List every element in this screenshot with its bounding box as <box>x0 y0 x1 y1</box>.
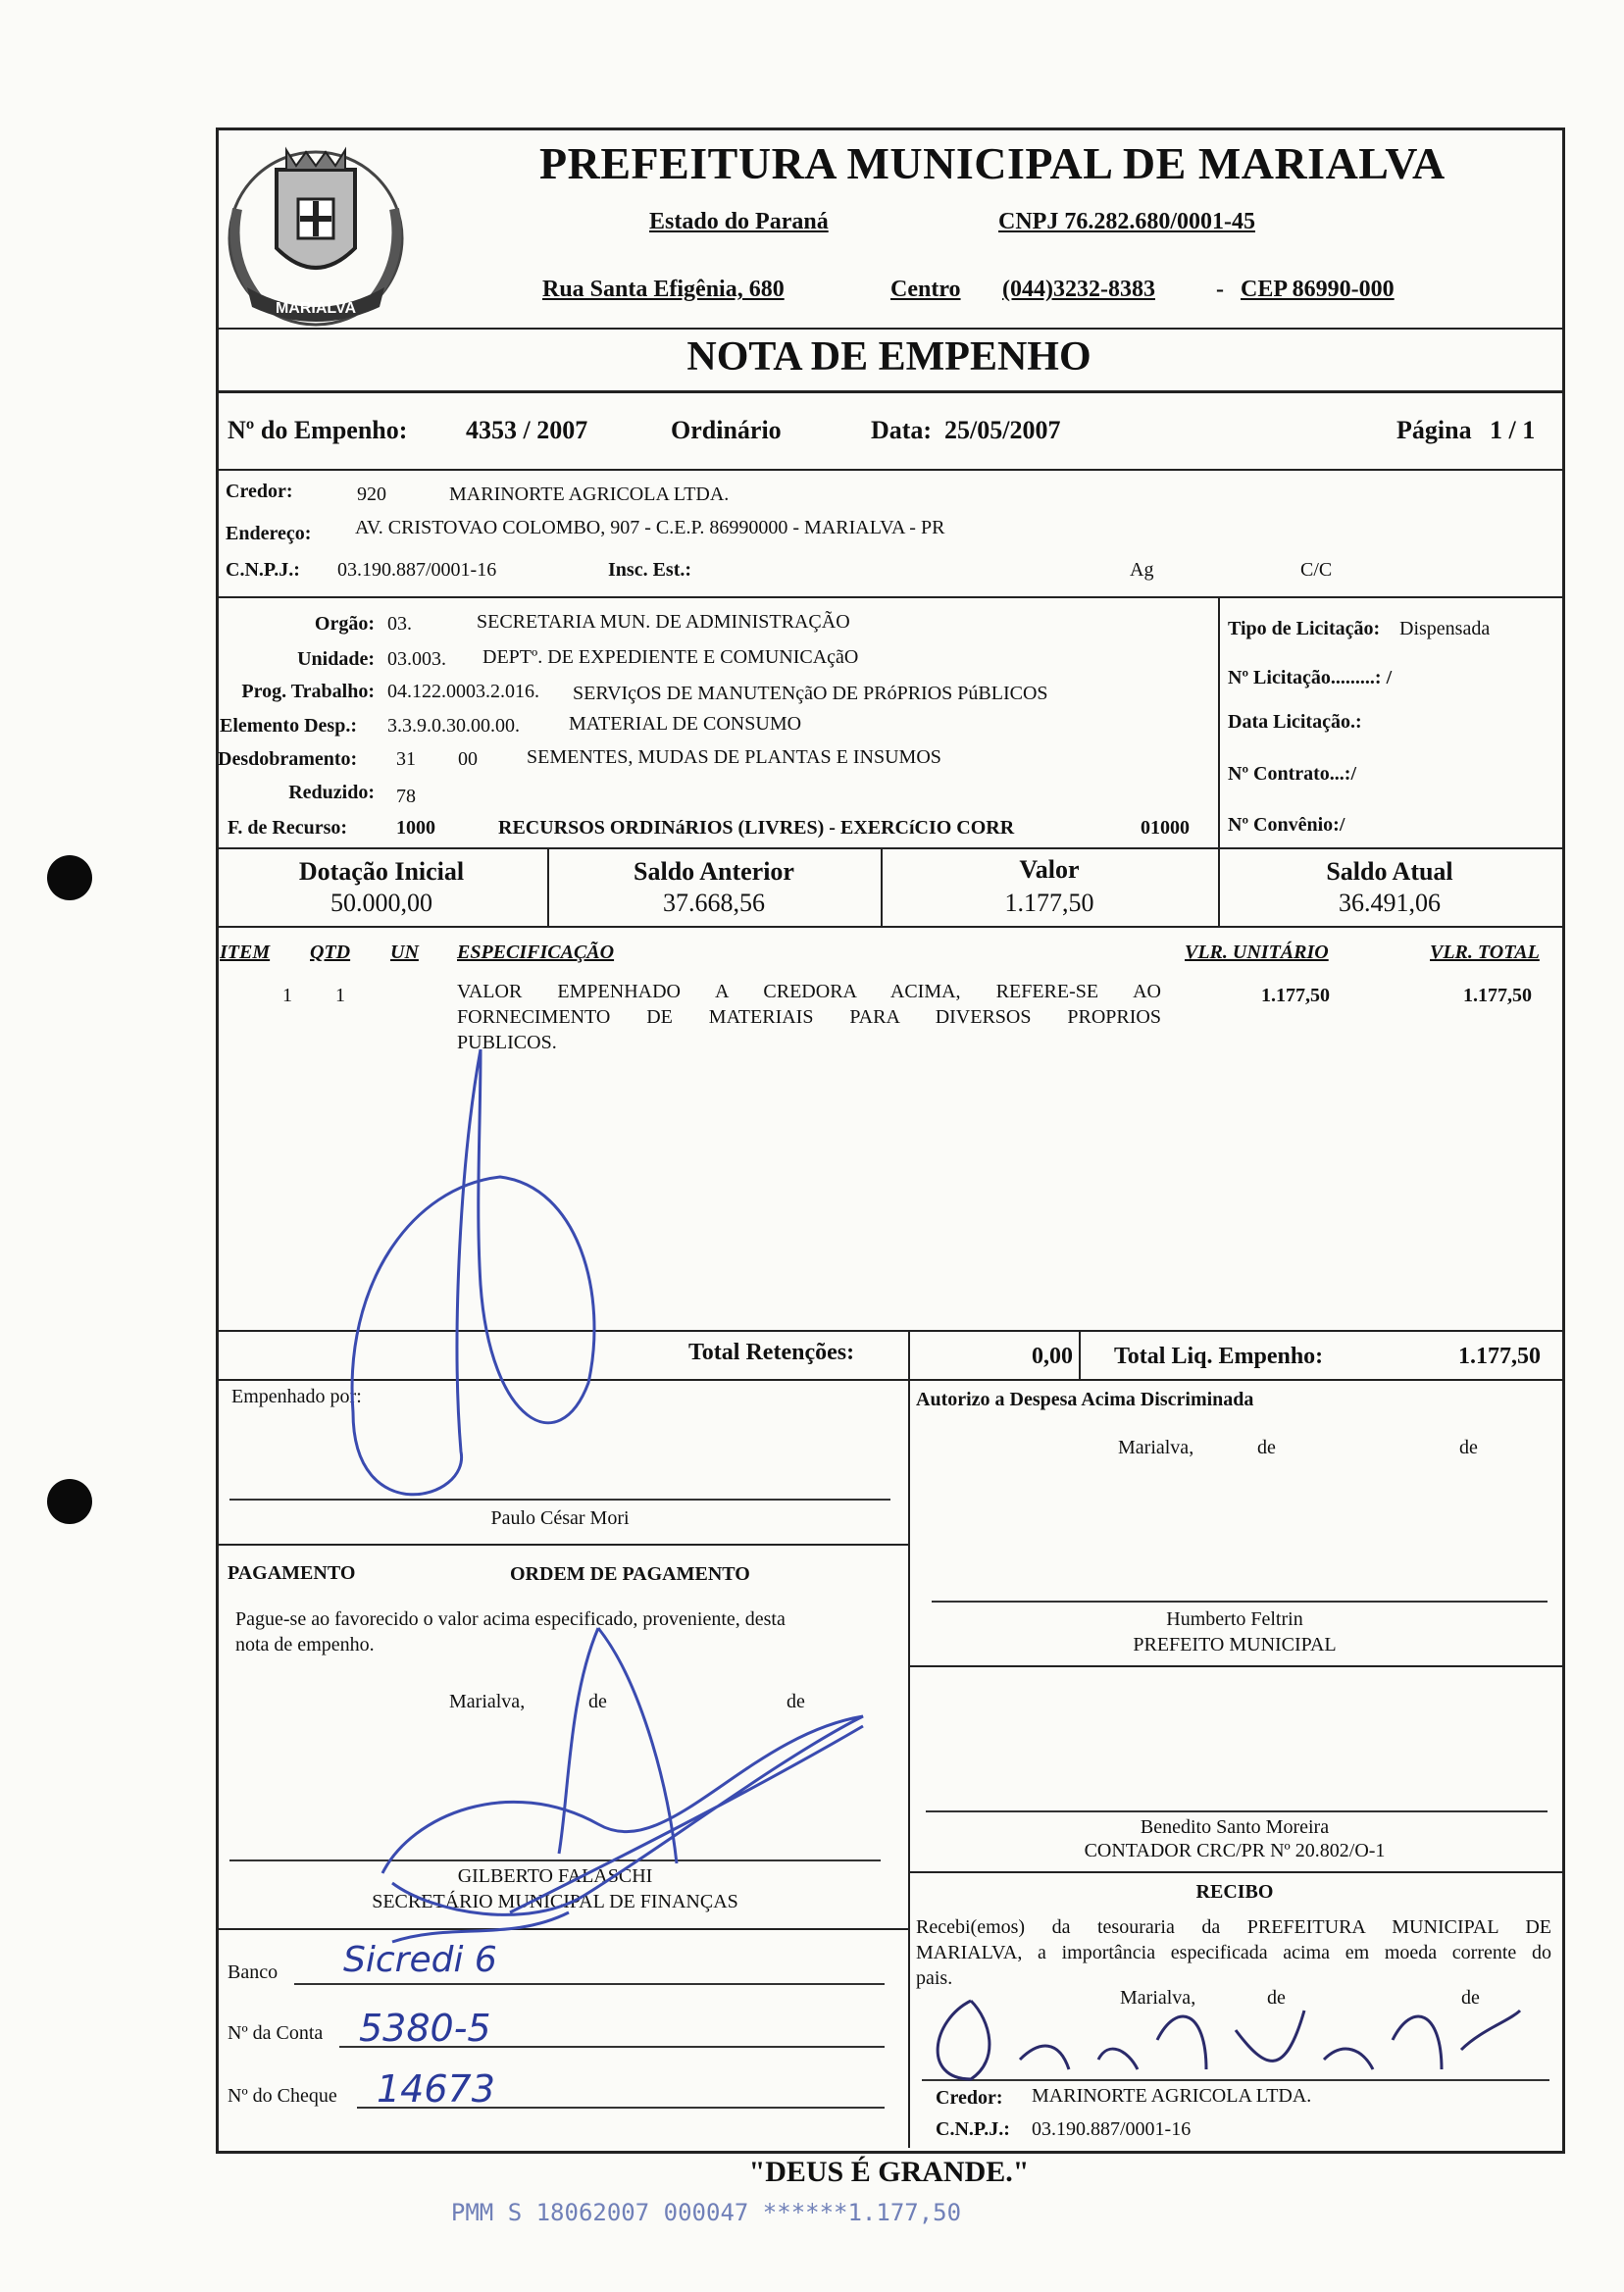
punch-hole <box>47 1479 92 1524</box>
elemento-label: Elemento Desp.: <box>220 715 357 737</box>
desdobramento-label: Desdobramento: <box>218 748 358 770</box>
item-number: 1 <box>282 985 292 1006</box>
credor-label: Credor: <box>226 481 293 502</box>
desdobramento-sub: 00 <box>458 748 478 770</box>
credor-name: MARINORTE AGRICOLA LTDA. <box>449 484 730 505</box>
contrato-label: Nº Contrato...:/ <box>1228 763 1357 785</box>
municipal-seal-icon <box>218 130 414 327</box>
divider <box>908 1330 910 1379</box>
divider <box>216 1379 1562 1381</box>
agency-label: Ag <box>1130 559 1154 581</box>
insc-est-label: Insc. Est.: <box>608 559 692 581</box>
elemento-name: MATERIAL DE CONSUMO <box>569 713 802 735</box>
prefeito-name: Humberto Feltrin <box>1166 1608 1303 1630</box>
column-header-item: ITEM <box>220 942 271 963</box>
orgao-code: 03. <box>387 613 412 635</box>
field-line <box>294 1983 885 1985</box>
item-spec-line: FORNECIMENTO DE MATERIAIS PARA DIVERSOS PROPRIOS <box>457 1006 1161 1028</box>
autorizo-label: Autorizo a Despesa Acima Discriminada <box>916 1389 1254 1410</box>
conta-value: 5380-5 <box>359 2007 491 2050</box>
signature-line <box>932 1601 1548 1603</box>
state-name: Estado do Paraná <box>649 209 829 234</box>
punch-hole <box>47 855 92 900</box>
reduzido-value: 78 <box>396 786 416 807</box>
ordem-label: ORDEM DE PAGAMENTO <box>510 1563 750 1585</box>
divider <box>216 1330 1562 1332</box>
svg-text:MARIALVA: MARIALVA <box>275 300 357 317</box>
reduzido-label: Reduzido: <box>288 782 375 803</box>
recibo-text: Recebi(emos) da tesouraria da PREFEITURA MUNICIPAL DE <box>916 1916 1551 1938</box>
recibo-de: de <box>1461 1987 1480 2009</box>
empenho-label: Nº do Empenho: <box>228 416 408 444</box>
secretario-name: GILBERTO FALASCHI <box>457 1865 653 1887</box>
prog-name: SERVIçOS DE MANUTENçãO DE PRóPRIOS PúBLICOS <box>573 683 1048 704</box>
prog-code: 04.122.0003.2.016. <box>387 681 539 702</box>
header-neighborhood: Centro <box>890 277 961 302</box>
dotacao-label: Dotação Inicial <box>298 857 465 886</box>
header-cep: CEP 86990-000 <box>1241 277 1395 302</box>
unidade-label: Unidade: <box>297 648 375 670</box>
autorizo-place: Marialva, <box>1118 1437 1194 1458</box>
banco-label: Banco <box>228 1961 279 1983</box>
tipo-licitacao-value: Dispensada <box>1399 618 1491 639</box>
licitacao-number: Nº Licitação.........: / <box>1228 667 1393 688</box>
recurso-name: RECURSOS ORDINáRIOS (LIVRES) - EXERCíCIO CORR <box>498 817 1015 839</box>
recibo-cnpj-label: C.N.P.J.: <box>936 2118 1010 2140</box>
divider <box>1218 596 1220 847</box>
recibo-cnpj: 03.190.887/0001-16 <box>1032 2118 1192 2140</box>
desdobramento-code: 31 <box>396 748 416 770</box>
divider <box>1079 1330 1081 1379</box>
column-header-unit-value: VLR. UNITÁRIO <box>1185 942 1329 963</box>
contador-name: Benedito Santo Moreira <box>1140 1816 1330 1838</box>
signature-line <box>229 1499 890 1501</box>
recibo-credor-label: Credor: <box>936 2087 1003 2109</box>
autorizo-de: de <box>1257 1437 1276 1458</box>
page-number: 1 / 1 <box>1490 416 1536 444</box>
orgao-label: Orgão: <box>314 613 375 635</box>
column-header-un: UN <box>390 942 419 963</box>
ordem-text: Pague-se ao favorecido o valor acima especificado, proveniente, desta <box>235 1608 786 1630</box>
date-label: Data: <box>871 416 933 444</box>
item-total-value: 1.177,50 <box>1463 985 1532 1006</box>
column-header-qtd: QTD <box>310 942 351 963</box>
ordem-de: de <box>588 1691 607 1712</box>
item-spec-line: VALOR EMPENHADO A CREDORA ACIMA, REFERE-SE AO <box>457 981 1161 1002</box>
data-licitacao-label: Data Licitação.: <box>1228 711 1362 733</box>
recurso-label: F. de Recurso: <box>228 817 348 839</box>
recurso-number: 01000 <box>1141 817 1190 839</box>
header-phone: (044)3232-8383 <box>1002 277 1155 302</box>
cheque-value: 14673 <box>377 2067 495 2111</box>
empenho-type: Ordinário <box>671 416 782 444</box>
signature-line <box>229 1859 881 1861</box>
convenio-label: Nº Convênio:/ <box>1228 814 1345 836</box>
dotacao-value: 50.000,00 <box>330 889 432 917</box>
valor-value: 1.177,50 <box>1004 889 1094 917</box>
divider <box>216 1544 908 1546</box>
ordem-place: Marialva, <box>449 1691 526 1712</box>
endereco-label: Endereço: <box>226 523 312 544</box>
divider <box>216 926 1562 928</box>
conta-label: Nº da Conta <box>228 2022 324 2044</box>
institution-title: PREFEITURA MUNICIPAL DE MARIALVA <box>539 138 1446 188</box>
empenho-date: 25/05/2007 <box>944 416 1061 444</box>
divider <box>908 1871 1562 1873</box>
column-header-total-value: VLR. TOTAL <box>1430 942 1540 963</box>
divider <box>216 1928 908 1930</box>
credor-address: AV. CRISTOVAO COLOMBO, 907 - C.E.P. 86990000 - MARIALVA - PR <box>355 517 945 538</box>
ordem-text: nota de empenho. <box>235 1634 375 1655</box>
prog-label: Prog. Trabalho: <box>241 681 375 702</box>
saldo-atual-value: 36.491,06 <box>1339 889 1441 917</box>
divider <box>216 390 1562 393</box>
autorizo-de: de <box>1459 1437 1478 1458</box>
cheque-label: Nº do Cheque <box>228 2085 337 2107</box>
retencoes-value: 0,00 <box>1032 1344 1073 1369</box>
item-unit-value: 1.177,50 <box>1261 985 1330 1006</box>
liquido-value: 1.177,50 <box>1458 1344 1541 1369</box>
header-cnpj: CNPJ 76.282.680/0001-45 <box>998 209 1255 234</box>
column-header-spec: ESPECIFICAÇÃO <box>457 942 615 963</box>
empenho-number: 4353 / 2007 <box>466 416 588 444</box>
pagamento-label: PAGAMENTO <box>228 1562 356 1584</box>
saldo-anterior-label: Saldo Anterior <box>634 857 794 886</box>
credor-code: 920 <box>357 484 386 505</box>
header-address: Rua Santa Efigênia, 680 <box>542 277 785 302</box>
orgao-name: SECRETARIA MUN. DE ADMINISTRAÇÃO <box>477 611 850 633</box>
divider <box>216 847 1562 849</box>
recibo-de: de <box>1267 1987 1286 2009</box>
empenhado-label: Empenhado por: <box>231 1386 362 1407</box>
valor-label: Valor <box>1019 855 1080 884</box>
footer-motto: "DEUS É GRANDE." <box>748 2156 1030 2188</box>
banco-value: Sicredi 6 <box>343 1940 497 1980</box>
prefeito-title: PREFEITO MUNICIPAL <box>1133 1634 1337 1655</box>
signature-line <box>926 1810 1548 1812</box>
liquido-label: Total Liq. Empenho: <box>1114 1344 1324 1369</box>
recibo-label: RECIBO <box>1195 1881 1274 1903</box>
divider <box>908 1665 1562 1667</box>
unidade-name: DEPTº. DE EXPEDIENTE E COMUNICAçãO <box>482 646 859 668</box>
divider <box>216 596 1562 598</box>
credor-cnpj: 03.190.887/0001-16 <box>337 559 497 581</box>
retencoes-label: Total Retenções: <box>688 1340 855 1365</box>
item-spec-line: PUBLICOS. <box>457 1032 557 1053</box>
contador-title: CONTADOR CRC/PR Nº 20.802/O-1 <box>1084 1840 1386 1861</box>
unidade-code: 03.003. <box>387 648 446 670</box>
empenhado-name: Paulo César Mori <box>490 1507 630 1529</box>
divider <box>216 328 1562 330</box>
saldo-atual-label: Saldo Atual <box>1326 857 1453 886</box>
secretario-title: SECRETÁRIO MUNICIPAL DE FINANÇAS <box>372 1891 738 1912</box>
saldo-anterior-value: 37.668,56 <box>663 889 765 917</box>
ordem-de: de <box>787 1691 805 1712</box>
signature-line <box>922 2079 1549 2081</box>
recibo-text: pais. <box>916 1967 953 1989</box>
document-title: NOTA DE EMPENHO <box>686 334 1091 380</box>
tipo-licitacao-label: Tipo de Licitação: <box>1228 618 1381 639</box>
payment-stamp: PMM S 18062007 000047 ******1.177,50 <box>450 2199 962 2226</box>
cnpj-label: C.N.P.J.: <box>226 559 300 581</box>
recibo-place: Marialva, <box>1120 1987 1196 2009</box>
recibo-text: MARIALVA, a importância especificada acima em moeda corrente do <box>916 1942 1551 1963</box>
item-qty: 1 <box>335 985 345 1006</box>
header-separator: - <box>1216 277 1224 302</box>
recibo-credor-name: MARINORTE AGRICOLA LTDA. <box>1032 2085 1312 2107</box>
elemento-code: 3.3.9.0.30.00.00. <box>387 715 520 737</box>
page-label: Página <box>1396 416 1472 444</box>
divider <box>216 469 1562 471</box>
desdobramento-name: SEMENTES, MUDAS DE PLANTAS E INSUMOS <box>527 746 941 768</box>
divider <box>908 1379 910 2148</box>
account-label: C/C <box>1300 559 1333 581</box>
recurso-code: 1000 <box>396 817 435 839</box>
